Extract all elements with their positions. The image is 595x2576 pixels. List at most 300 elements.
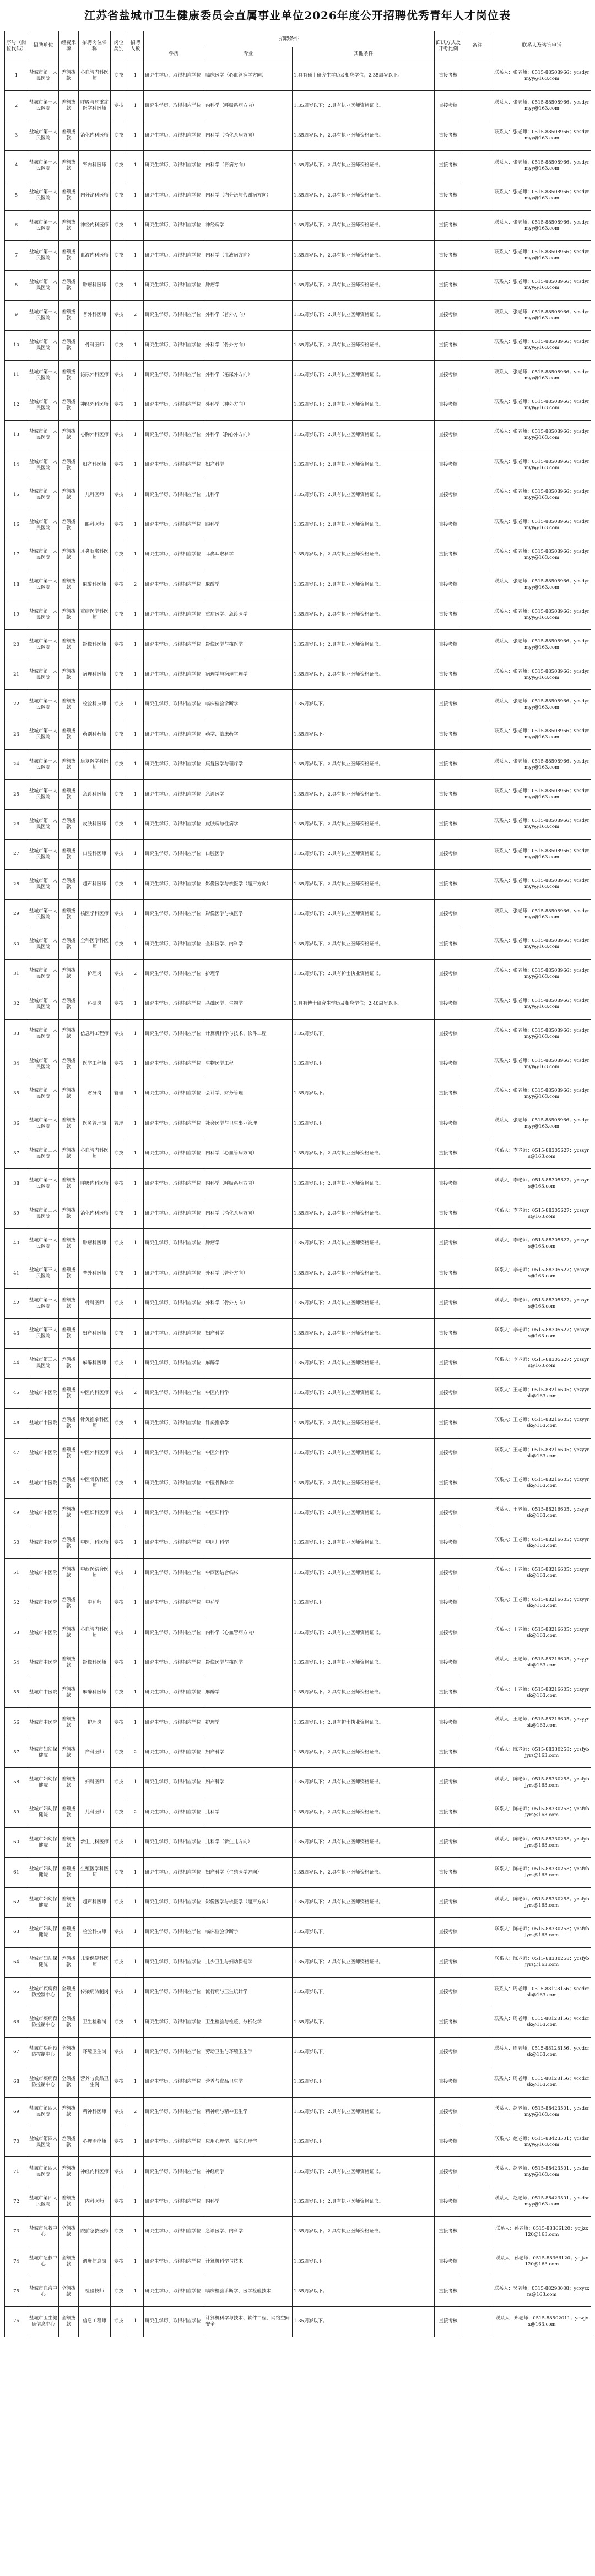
row-contact: 联系人：张老师；0515-88508966；ycsdyrmyy@163.com (493, 480, 591, 510)
row-fund: 差额拨款 (59, 1918, 79, 1947)
row-remark (462, 91, 493, 121)
row-contact: 联系人：赵老师；0515-88423501；ycsdsrmyy@163.com (493, 2187, 591, 2216)
table-row (5, 2307, 591, 2337)
table-row (5, 2067, 591, 2097)
row-seq: 49 (5, 1498, 28, 1528)
row-other: 1.35周岁以下；2.具有执业医师资格证书。 (293, 510, 435, 540)
row-post-type: 专技 (111, 1648, 127, 1678)
row-exam: 直接考核 (435, 660, 462, 689)
row-post-type: 专技 (111, 2247, 127, 2277)
row-count: 1 (127, 1858, 144, 1887)
row-other: 1.35周岁以下；2.具有执业医师资格证书。 (293, 1199, 435, 1228)
row-education: 研究生学历，取得相应学位 (144, 1858, 204, 1887)
row-education: 研究生学历，取得相应学位 (144, 1947, 204, 1977)
row-contact: 联系人：孙老师；0515-88366120；ycjjzx120@163.com (493, 2217, 591, 2247)
row-fund: 差额拨款 (59, 869, 79, 899)
row-count: 1 (127, 1079, 144, 1109)
row-post-type: 专技 (111, 1379, 127, 1408)
row-exam: 直接考核 (435, 2277, 462, 2306)
table-row (5, 480, 591, 510)
row-post-name: 耳鼻咽喉科医师 (79, 540, 111, 570)
row-major: 中医妇科学 (204, 1498, 293, 1528)
row-post-type: 专技 (111, 2067, 127, 2097)
row-post-type: 专技 (111, 570, 127, 600)
row-post-name: 妇科医师 (79, 1768, 111, 1798)
table-row (5, 1199, 591, 1228)
row-seq: 2 (5, 91, 28, 121)
row-remark (462, 1199, 493, 1228)
table-row (5, 1229, 591, 1259)
row-remark (462, 1229, 493, 1259)
row-unit: 盐城市第一人民医院 (28, 630, 59, 660)
row-exam: 直接考核 (435, 420, 462, 450)
row-other: 1.35周岁以下；2.具有执业医师资格证书。 (293, 1408, 435, 1438)
row-major: 外科学（骨外方向） (204, 1289, 293, 1319)
row-seq: 28 (5, 869, 28, 899)
row-exam: 直接考核 (435, 929, 462, 959)
row-fund: 差额拨款 (59, 1019, 79, 1049)
row-seq: 56 (5, 1708, 28, 1738)
row-exam: 直接考核 (435, 1049, 462, 1079)
row-other: 1.35周岁以下。 (293, 720, 435, 749)
row-exam: 直接考核 (435, 91, 462, 121)
table-row (5, 1379, 591, 1408)
row-post-type: 专技 (111, 1738, 127, 1767)
row-seq: 16 (5, 510, 28, 540)
table-row (5, 360, 591, 390)
row-remark (462, 1139, 493, 1169)
row-unit: 盐城市第一人民医院 (28, 390, 59, 420)
row-education: 研究生学历，取得相应学位 (144, 2157, 204, 2187)
recruitment-table (4, 31, 591, 2337)
row-post-name: 心血管内科医师 (79, 1139, 111, 1169)
row-other: 1.35周岁以下。 (293, 2247, 435, 2277)
row-contact: 联系人：张老师；0515-88508966；ycsdyrmyy@163.com (493, 660, 591, 689)
row-fund: 全额拨款 (59, 2307, 79, 2337)
row-post-type: 专技 (111, 1438, 127, 1468)
row-major: 营养与食品卫生学 (204, 2067, 293, 2097)
row-exam: 直接考核 (435, 1079, 462, 1109)
row-major: 急诊医学 (204, 780, 293, 809)
row-other: 1.35周岁以下；2.具有执业医师资格证书。 (293, 600, 435, 630)
row-unit: 盐城市第一人民医院 (28, 330, 59, 360)
row-count: 1 (127, 1588, 144, 1618)
row-count: 1 (127, 420, 144, 450)
row-major: 内科学（血液病方向） (204, 241, 293, 270)
row-contact: 联系人：张老师；0515-88508966；ycsdyrmyy@163.com (493, 1019, 591, 1049)
row-seq: 10 (5, 330, 28, 360)
table-row (5, 2277, 591, 2306)
table-row (5, 121, 591, 150)
row-contact: 联系人：张老师；0515-88508966；ycsdyrmyy@163.com (493, 720, 591, 749)
row-education: 研究生学历，取得相应学位 (144, 2247, 204, 2277)
row-seq: 18 (5, 570, 28, 600)
row-other: 1.35周岁以下。 (293, 1019, 435, 1049)
row-fund: 全额拨款 (59, 2067, 79, 2097)
row-other: 1.35周岁以下；2.具有执业医师资格证书。 (293, 2187, 435, 2216)
row-post-type: 专技 (111, 2127, 127, 2156)
row-contact: 联系人：张老师；0515-88508966；ycsdyrmyy@163.com (493, 420, 591, 450)
row-education: 研究生学历，取得相应学位 (144, 1978, 204, 2007)
row-post-name: 眼科医师 (79, 510, 111, 540)
row-education: 研究生学历，取得相应学位 (144, 420, 204, 450)
row-fund: 差额拨款 (59, 1079, 79, 1109)
row-major: 康复医学与理疗学 (204, 749, 293, 779)
row-contact: 联系人：赵老师；0515-88423501；ycsdsrmyy@163.com (493, 2127, 591, 2156)
row-exam: 直接考核 (435, 510, 462, 540)
row-exam: 直接考核 (435, 989, 462, 1019)
row-other: 1.35周岁以下。 (293, 2307, 435, 2337)
row-post-name: 护理岗 (79, 1708, 111, 1738)
row-fund: 差额拨款 (59, 1887, 79, 1917)
row-post-type: 专技 (111, 809, 127, 839)
row-post-type: 专技 (111, 1828, 127, 1858)
row-remark (462, 2037, 493, 2067)
row-other: 1.35周岁以下；2.具有执业医师资格证书。 (293, 1379, 435, 1408)
row-remark (462, 570, 493, 600)
row-remark (462, 749, 493, 779)
row-post-type: 专技 (111, 1259, 127, 1288)
row-contact: 联系人：孙老师；0515-88366120；ycjjzx120@163.com (493, 2247, 591, 2277)
row-remark (462, 1379, 493, 1408)
row-other: 1.35周岁以下；2.具有执业医师资格证书。 (293, 1738, 435, 1767)
row-education: 研究生学历，取得相应学位 (144, 720, 204, 749)
row-other: 1.35周岁以下；2.具有执业医师资格证书。 (293, 1498, 435, 1528)
row-count: 2 (127, 2097, 144, 2127)
row-post-name: 影像科医师 (79, 630, 111, 660)
row-post-type: 管理 (111, 1109, 127, 1139)
row-fund: 差额拨款 (59, 1468, 79, 1498)
row-seq: 48 (5, 1468, 28, 1498)
row-exam: 直接考核 (435, 360, 462, 390)
row-post-name: 骨科医师 (79, 1289, 111, 1319)
row-unit: 盐城市第一人民医院 (28, 301, 59, 330)
row-other: 1.35周岁以下；2.具有执业医师资格证书。 (293, 1348, 435, 1378)
row-post-type: 专技 (111, 1019, 127, 1049)
row-major: 内科学（呼吸系病方向） (204, 91, 293, 121)
row-education: 研究生学历，取得相应学位 (144, 1199, 204, 1228)
row-other: 1.35周岁以下；2.具有执业医师资格证书。 (293, 660, 435, 689)
row-post-name: 中医内科医师 (79, 1379, 111, 1408)
row-unit: 盐城市第一人民医院 (28, 690, 59, 720)
row-post-name: 检验科技师 (79, 1918, 111, 1947)
row-unit: 盐城市中医院 (28, 1528, 59, 1558)
table-row (5, 749, 591, 779)
row-unit: 盐城市第一人民医院 (28, 91, 59, 121)
row-post-type: 专技 (111, 450, 127, 480)
row-major: 皮肤病与性病学 (204, 809, 293, 839)
row-seq: 41 (5, 1259, 28, 1288)
row-education: 研究生学历，取得相应学位 (144, 2217, 204, 2247)
row-exam: 直接考核 (435, 2067, 462, 2097)
row-count: 1 (127, 1708, 144, 1738)
row-remark (462, 869, 493, 899)
row-post-name: 儿童保健科医师 (79, 1947, 111, 1977)
row-education: 研究生学历，取得相应学位 (144, 780, 204, 809)
row-education: 研究生学历，取得相应学位 (144, 360, 204, 390)
row-seq: 24 (5, 749, 28, 779)
row-contact: 联系人：王老师；0515-88216605；yczyyrsk@163.com (493, 1588, 591, 1618)
row-contact: 联系人：王老师；0515-88216605；yczyyrsk@163.com (493, 1618, 591, 1648)
row-education: 研究生学历，取得相应学位 (144, 570, 204, 600)
row-remark (462, 780, 493, 809)
row-exam: 直接考核 (435, 1887, 462, 1917)
row-education: 研究生学历，取得相应学位 (144, 301, 204, 330)
row-education: 研究生学历，取得相应学位 (144, 809, 204, 839)
row-count: 1 (127, 989, 144, 1019)
row-unit: 盐城市中医院 (28, 1379, 59, 1408)
row-count: 1 (127, 1438, 144, 1468)
table-row (5, 2127, 591, 2156)
row-post-type: 专技 (111, 510, 127, 540)
table-row (5, 510, 591, 540)
row-post-name: 神经外科医师 (79, 390, 111, 420)
row-post-name: 心胸外科医师 (79, 420, 111, 450)
row-exam: 直接考核 (435, 720, 462, 749)
row-count: 1 (127, 1768, 144, 1798)
row-exam: 直接考核 (435, 1468, 462, 1498)
document-title: 江苏省盐城市卫生健康委员会直属事业单位2026年度公开招聘优秀青年人才岗位表 (84, 9, 511, 22)
row-post-type: 专技 (111, 210, 127, 240)
row-exam: 直接考核 (435, 2097, 462, 2127)
table-row (5, 1738, 591, 1767)
row-post-type: 专技 (111, 1978, 127, 2007)
table-row (5, 301, 591, 330)
row-post-name: 精神科医师 (79, 2097, 111, 2127)
row-exam: 直接考核 (435, 181, 462, 210)
row-major: 内科学（消化系病方向） (204, 1199, 293, 1228)
row-post-type: 专技 (111, 959, 127, 989)
row-seq: 42 (5, 1289, 28, 1319)
row-unit: 盐城市中医院 (28, 1678, 59, 1708)
row-exam: 直接考核 (435, 390, 462, 420)
row-other: 1.35周岁以下；2.具有执业医师资格证书。 (293, 1858, 435, 1887)
row-count: 1 (127, 1348, 144, 1378)
row-post-name: 泌尿外科医师 (79, 360, 111, 390)
row-other: 1.35周岁以下。 (293, 2067, 435, 2097)
row-exam: 直接考核 (435, 1618, 462, 1648)
row-education: 研究生学历，取得相应学位 (144, 61, 204, 91)
row-contact: 联系人：张老师；0515-88508966；ycsdyrmyy@163.com (493, 929, 591, 959)
row-unit: 盐城市第一人民医院 (28, 270, 59, 300)
row-remark (462, 1528, 493, 1558)
row-education: 研究生学历，取得相应学位 (144, 959, 204, 989)
row-unit: 盐城市第一人民医院 (28, 1109, 59, 1139)
row-other: 1.35周岁以下；2.具有执业医师资格证书。 (293, 1468, 435, 1498)
row-seq: 74 (5, 2247, 28, 2277)
row-count: 1 (127, 1558, 144, 1588)
row-seq: 34 (5, 1049, 28, 1079)
row-seq: 61 (5, 1858, 28, 1887)
row-unit: 盐城市第一人民医院 (28, 61, 59, 91)
row-remark (462, 1468, 493, 1498)
row-post-name: 麻醉科医师 (79, 570, 111, 600)
row-seq: 29 (5, 899, 28, 929)
row-remark (462, 1887, 493, 1917)
row-fund: 差额拨款 (59, 510, 79, 540)
row-other: 1.35周岁以下；2.具有执业医师资格证书。 (293, 840, 435, 869)
row-education: 研究生学历，取得相应学位 (144, 1229, 204, 1259)
row-remark (462, 1947, 493, 1977)
row-fund: 差额拨款 (59, 749, 79, 779)
row-education: 研究生学历，取得相应学位 (144, 1139, 204, 1169)
row-seq: 66 (5, 2007, 28, 2037)
row-seq: 15 (5, 480, 28, 510)
row-post-type: 管理 (111, 1079, 127, 1109)
row-exam: 直接考核 (435, 1019, 462, 1049)
row-education: 研究生学历，取得相应学位 (144, 121, 204, 150)
row-education: 研究生学历，取得相应学位 (144, 2277, 204, 2306)
row-contact: 联系人：陈老师；0515-88330258；ycsfybjyrs@163.com (493, 1947, 591, 1977)
row-remark (462, 1498, 493, 1528)
row-other: 1.35周岁以下；2.具有执业医师资格证书。 (293, 181, 435, 210)
row-other: 1.35周岁以下；2.具有执业医师资格证书。 (293, 1259, 435, 1288)
row-seq: 50 (5, 1528, 28, 1558)
row-education: 研究生学历，取得相应学位 (144, 2307, 204, 2337)
row-count: 1 (127, 1618, 144, 1648)
row-fund: 全额拨款 (59, 2277, 79, 2306)
row-post-type: 专技 (111, 690, 127, 720)
row-contact: 联系人：王老师；0515-88216605；yczyyrsk@163.com (493, 1648, 591, 1678)
row-major: 临床检验诊断学 (204, 1918, 293, 1947)
row-education: 研究生学历，取得相应学位 (144, 1558, 204, 1588)
row-remark (462, 1259, 493, 1288)
row-education: 研究生学历，取得相应学位 (144, 1348, 204, 1378)
row-unit: 盐城市中医院 (28, 1588, 59, 1618)
row-major: 针灸推拿学 (204, 1408, 293, 1438)
row-seq: 63 (5, 1918, 28, 1947)
row-unit: 盐城市第一人民医院 (28, 1019, 59, 1049)
row-post-type: 专技 (111, 2007, 127, 2037)
row-unit: 盐城市妇幼保健院 (28, 1918, 59, 1947)
row-major: 神经病学 (204, 2157, 293, 2187)
row-other: 1.35周岁以下；2.具有执业医师资格证书。 (293, 241, 435, 270)
row-exam: 直接考核 (435, 1139, 462, 1169)
row-post-name: 传染病防制岗 (79, 1978, 111, 2007)
row-remark (462, 151, 493, 181)
row-post-type: 专技 (111, 540, 127, 570)
row-major: 社会医学与卫生事业管理 (204, 1109, 293, 1139)
row-education: 研究生学历，取得相应学位 (144, 929, 204, 959)
row-unit: 盐城市第三人民医院 (28, 1139, 59, 1169)
table-row (5, 660, 591, 689)
row-education: 研究生学历，取得相应学位 (144, 600, 204, 630)
row-seq: 62 (5, 1887, 28, 1917)
row-contact: 联系人：王老师；0515-88216605；yczyyrsk@163.com (493, 1468, 591, 1498)
row-education: 研究生学历，取得相应学位 (144, 1019, 204, 1049)
row-contact: 联系人：赵老师；0515-88423501；ycsdsrmyy@163.com (493, 2157, 591, 2187)
row-post-name: 营养与食品卫生岗 (79, 2067, 111, 2097)
row-unit: 盐城市第一人民医院 (28, 151, 59, 181)
row-major: 中西医结合临床 (204, 1558, 293, 1588)
row-post-name: 儿科医师 (79, 1798, 111, 1827)
row-count: 1 (127, 91, 144, 121)
row-post-name: 康复医学科医师 (79, 749, 111, 779)
row-contact: 联系人：王老师；0515-88216605；yczyyrsk@163.com (493, 1558, 591, 1588)
row-post-type: 专技 (111, 2097, 127, 2127)
row-count: 1 (127, 181, 144, 210)
header-contact: 联系人及咨询电话 (493, 31, 591, 61)
row-education: 研究生学历，取得相应学位 (144, 1109, 204, 1139)
row-exam: 直接考核 (435, 1319, 462, 1348)
row-remark (462, 390, 493, 420)
row-fund: 差额拨款 (59, 181, 79, 210)
row-other: 1.35周岁以下；2.具有执业医师资格证书。 (293, 1648, 435, 1678)
row-exam: 直接考核 (435, 210, 462, 240)
table-row (5, 181, 591, 210)
row-count: 2 (127, 1798, 144, 1827)
header-other: 其他条件 (293, 47, 435, 61)
row-post-name: 心理治疗师 (79, 2127, 111, 2156)
row-post-type: 专技 (111, 91, 127, 121)
row-exam: 直接考核 (435, 570, 462, 600)
row-exam: 直接考核 (435, 1978, 462, 2007)
row-post-type: 专技 (111, 151, 127, 181)
row-education: 研究生学历，取得相应学位 (144, 1259, 204, 1288)
row-contact: 联系人：周老师；0515-88128156；yccdcrsk@163.com (493, 1978, 591, 2007)
row-other: 1.35周岁以下。 (293, 1109, 435, 1139)
row-other: 1.35周岁以下；2.具有执业医师资格证书。 (293, 570, 435, 600)
row-post-name: 生殖医学科医师 (79, 1858, 111, 1887)
row-post-type: 专技 (111, 1618, 127, 1648)
row-post-name: 妇产科医师 (79, 1319, 111, 1348)
row-fund: 差额拨款 (59, 61, 79, 91)
row-unit: 盐城市第一人民医院 (28, 720, 59, 749)
row-education: 研究生学历，取得相应学位 (144, 2097, 204, 2127)
row-exam: 直接考核 (435, 690, 462, 720)
row-exam: 直接考核 (435, 2187, 462, 2216)
row-post-name: 中医外科医师 (79, 1438, 111, 1468)
row-other: 1.35周岁以下；2.具有执业医师资格证书。 (293, 151, 435, 181)
table-row (5, 1348, 591, 1378)
row-post-type: 专技 (111, 420, 127, 450)
row-fund: 差额拨款 (59, 630, 79, 660)
row-count: 1 (127, 840, 144, 869)
row-post-type: 专技 (111, 1918, 127, 1947)
row-major: 影像医学与核医学 (204, 899, 293, 929)
header-post-type: 岗位类别 (111, 31, 127, 61)
row-fund: 差额拨款 (59, 301, 79, 330)
row-seq: 69 (5, 2097, 28, 2127)
row-count: 1 (127, 1678, 144, 1708)
row-remark (462, 2067, 493, 2097)
row-unit: 盐城市第一人民医院 (28, 929, 59, 959)
row-unit: 盐城市中医院 (28, 1708, 59, 1738)
header-unit: 招聘单位 (28, 31, 59, 61)
row-fund: 差额拨款 (59, 1828, 79, 1858)
row-remark (462, 1109, 493, 1139)
row-seq: 58 (5, 1768, 28, 1798)
row-fund: 差额拨款 (59, 570, 79, 600)
row-major: 外科学（胸心外方向） (204, 420, 293, 450)
row-unit: 盐城市疾病预防控制中心 (28, 2037, 59, 2067)
row-post-type: 专技 (111, 929, 127, 959)
row-count: 1 (127, 720, 144, 749)
row-major: 儿少卫生与妇幼保健学 (204, 1947, 293, 1977)
row-remark (462, 1618, 493, 1648)
row-education: 研究生学历，取得相应学位 (144, 1887, 204, 1917)
row-unit: 盐城市妇幼保健院 (28, 1947, 59, 1977)
row-contact: 联系人：张老师；0515-88508966；ycsdyrmyy@163.com (493, 390, 591, 420)
row-post-type: 专技 (111, 1887, 127, 1917)
row-post-type: 专技 (111, 2157, 127, 2187)
row-major: 临床医学（心血管病学方向） (204, 61, 293, 91)
row-fund: 差额拨款 (59, 1798, 79, 1827)
row-other: 1.35周岁以下；2.具有执业医师资格证书。 (293, 1947, 435, 1977)
row-post-name: 心血管内科医师 (79, 1618, 111, 1648)
row-exam: 直接考核 (435, 1498, 462, 1528)
row-post-name: 消化内科医师 (79, 1199, 111, 1228)
